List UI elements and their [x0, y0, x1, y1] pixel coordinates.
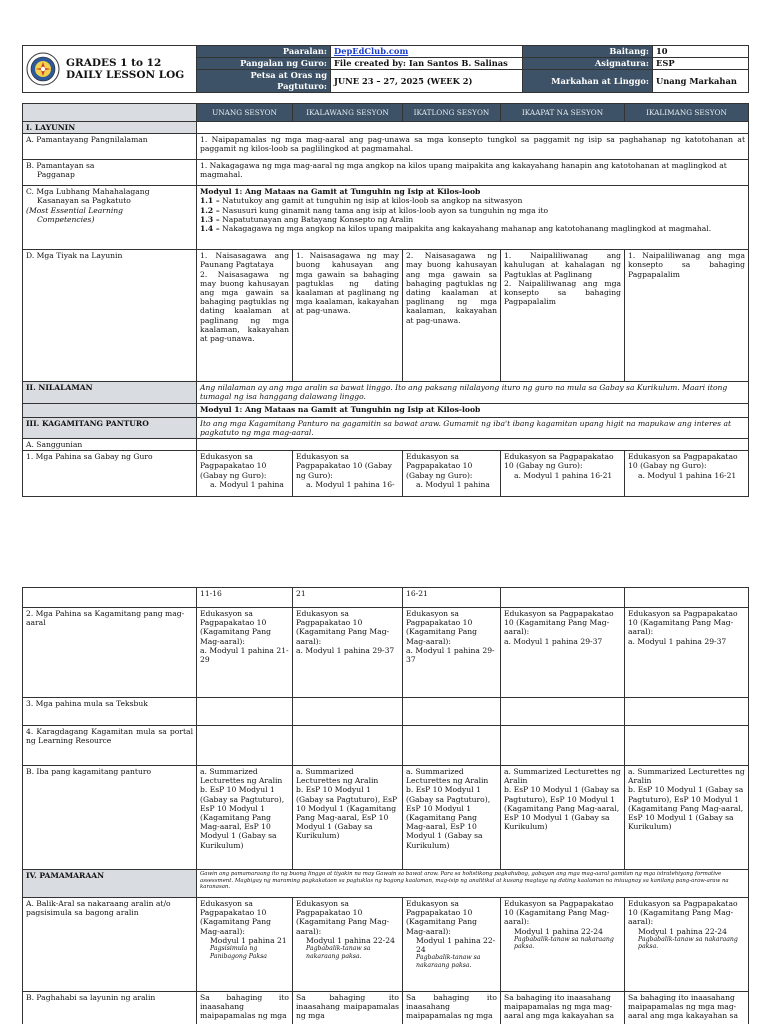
paghahabi-label: B. Paghahabi sa layunin ng aralin: [23, 992, 197, 1024]
baitang-label: Baitang:: [523, 46, 653, 58]
magaaral-session-4: Edukasyon sa Pagpapakatao 10 (Kagamitang Pang Mag-aaral): a. Modyul 1 pahina 29-37: [501, 608, 625, 698]
gabay-session-1: [197, 451, 293, 497]
nilalaman-heading: II. NILALAMAN: [23, 382, 197, 403]
title-line-1: GRADES 1 to 12: [66, 57, 162, 69]
balik-aral-session-1: [197, 898, 293, 992]
karagdagang-session-3: [403, 726, 501, 766]
pamantayan-sa-pagganap-label: [23, 160, 197, 186]
gabay-session-2-text: Edukasyon sa Pagpapakatao 10 (Gabay ng Guro):: [296, 452, 392, 480]
pamantayang-pangnilalaman-text: 1. Naipapamalas ng mga mag-aaral ang pag-unawa sa mga konsepto tungkol sa paggamit ng isip sa paghahanap ng katotohanan at paggamit ng kilos-loob sa paglilingkod at pagmamahal.: [197, 134, 749, 160]
melc-item: [200, 206, 745, 215]
balik-aral-label: A. Balik-Aral sa nakaraang aralin at/o pagsisimula sa bagong aralin: [23, 898, 197, 992]
karagdagang-session-4: [501, 726, 625, 766]
melc-label-line-3: (Most Essential Learning: [26, 205, 124, 215]
melc-item-number: 1.4 –: [200, 224, 220, 234]
tiyak-layunin-session-2: 1. Naisasagawa ng may buong kahusayan ang mga gawain sa bahaging pagtuklas ng dating kaalaman at paglinang ng mga kaalaman, kakayahan at pag-unawa.: [293, 250, 403, 382]
gabay-session-2-continued: 21: [293, 588, 403, 608]
gabay-session-1-text: Edukasyon sa Pagpapakatao 10 (Gabay ng Guro):: [200, 452, 267, 480]
sanggunian-label: A. Sanggunian: [23, 439, 197, 451]
paghahabi-session-2: Sa bahaging ito inaasahang maipapamalas ng mga: [293, 992, 403, 1024]
tiyak-na-layunin-label: D. Mga Tiyak na Layunin: [23, 250, 197, 382]
session-header-3: IKATLONG SESYON: [403, 104, 501, 122]
melc-item-text: Nakagagawa ng mga angkop na kilos upang maipakita ang kakayahang mahanap ang katotohanang maglingkod at magmahal.: [219, 224, 712, 234]
iba-session-2: a. Summarized Lecturettes ng Aralin b. EsP 10 Modyul 1 (Gabay sa Pagtuturo), EsP 10 Modyul 1 (Kagamitang Pang Mag-aaral, EsP 10 Modyul 1 (Gabay sa Kurikulum): [293, 766, 403, 870]
balik-aral-5-modyul: Modyul 1 pahina 22-24: [638, 926, 727, 936]
paghahabi-session-5: Sa bahaging ito inaasahang maipapamalas ng mga mag-aaral ang mga kakayahan sa: [625, 992, 749, 1024]
pamantayan-sa-pagganap-text: 1. Nakagagawa ng mga mag-aaral ng mga angkop na kilos upang maipakita ang kakayahang hanapin ang katotohanan at maglingkod at magmahal.: [197, 160, 749, 186]
layunin-heading: I. LAYUNIN: [23, 122, 197, 134]
lesson-log-table-1: [22, 103, 749, 497]
teksbuk-label: 3. Mga pahina mula sa Teksbuk: [23, 698, 197, 726]
magaaral-session-5: Edukasyon sa Pagpapakatao 10 (Kagamitang Pang Mag-aaral): a. Modyul 1 pahina 29-37: [625, 608, 749, 698]
magaaral-session-1: Edukasyon sa Pagpapakatao 10 (Kagamitang Pang Mag-aaral): a. Modyul 1 pahina 21-29: [197, 608, 293, 698]
iba-session-4: a. Summarized Lecturettes ng Aralin b. EsP 10 Modyul 1 (Gabay sa Pagtuturo), EsP 10 Modyul 1 (Kagamitang Pang Mag-aaral, EsP 10 Modyul 1 (Gabay sa Kurikulum): [501, 766, 625, 870]
gabay-session-1-continued: 11-16: [197, 588, 293, 608]
gabay-session-3-text: Edukasyon sa Pagpapakatao 10 (Gabay ng Guro):: [406, 452, 473, 480]
balik-aral-3-text: Edukasyon sa Pagpapakatao 10 (Kagamitang Pang Mag-aaral):: [406, 899, 477, 936]
balik-aral-2-note: Pagbabalik-tanaw sa nakaraang paksa.: [306, 945, 371, 960]
teksbuk-session-3: [403, 698, 501, 726]
melc-item-text: Napatutunayan ang Batayang Konsepto ng Aralin: [219, 214, 414, 224]
balik-aral-session-3: [403, 898, 501, 992]
gabay-session-4-continued: [501, 588, 625, 608]
balik-aral-4-modyul: Modyul 1 pahina 22-24: [514, 926, 603, 936]
melc-text: [197, 186, 749, 250]
gabay-session-2: [293, 451, 403, 497]
melc-item-number: 1.3 –: [200, 214, 220, 224]
balik-aral-session-4: [501, 898, 625, 992]
balik-aral-1-modyul: Modyul 1 pahina 21: [210, 935, 287, 945]
iba-session-5: a. Summarized Lecturettes ng Aralin b. EsP 10 Modyul 1 (Gabay sa Pagtuturo), EsP 10 Modyul 1 (Kagamitang Pang Mag-aaral, EsP 10 Modyul 1 (Gabay sa Kurikulum): [625, 766, 749, 870]
nilalaman-note: Ang nilalaman ay ang mga aralin sa bawat linggo. Ito ang paksang nilalayong ituro ng guro na mula sa Gabay sa Kurikulum. Maari itong tumagal ng isa hanggang dalawang linggo.: [197, 382, 749, 403]
session-header-5: IKALIMANG SESYON: [625, 104, 749, 122]
session-header-blank: [23, 104, 197, 122]
balik-aral-2-text: Edukasyon sa Pagpapakatao 10 (Kagamitang Pang Mag-aaral):: [296, 899, 390, 936]
karagdagang-session-5: [625, 726, 749, 766]
petsa-label: Petsa at Oras ng Pagtuturo:: [197, 70, 331, 93]
paghahabi-session-3: Sa bahaging ito inaasahang maipapamalas ng mga: [403, 992, 501, 1024]
gabay-session-3-modyul: a. Modyul 1 pahina: [416, 479, 490, 489]
magaaral-session-2: Edukasyon sa Pagpapakatao 10 (Kagamitang Pang Mag-aaral): a. Modyul 1 pahina 29-37: [293, 608, 403, 698]
page-1: [22, 45, 748, 497]
melc-item-number: 1.2 –: [200, 205, 220, 215]
gabay-session-5: [625, 451, 749, 497]
melc-item: [200, 215, 745, 224]
balik-aral-session-5: [625, 898, 749, 992]
karagdagang-kagamitan-label: 4. Karagdagang Kagamitan mula sa portal ng Learning Resource: [23, 726, 197, 766]
gabay-session-4-modyul: a. Modyul 1 pahina 16-21: [514, 470, 613, 480]
pamantayan-label-line-1: B. Pamantayan sa: [26, 161, 95, 171]
balik-aral-5-text: Edukasyon sa Pagpapakatao 10 (Kagamitang Pang Mag-aaral):: [628, 899, 738, 927]
melc-item: [200, 196, 745, 205]
pamantayang-pangnilalaman-label: A. Pamantayang Pangnilalaman: [23, 134, 197, 160]
balik-aral-3-note: Pagbabalik-tanaw sa nakaraang paksa.: [416, 954, 481, 969]
lesson-log-table-2: [22, 587, 749, 1024]
markahan-value: Unang Markahan: [653, 70, 749, 93]
asignatura-label: Asignatura:: [523, 58, 653, 70]
balik-aral-4-note: Pagbabalik-tanaw sa nakaraang paksa.: [514, 935, 614, 951]
baitang-value: 10: [653, 46, 749, 58]
balik-aral-5-note: Pagbabalik-tanaw sa nakaraang paksa.: [638, 935, 738, 951]
tiyak-layunin-session-5: 1. Naipaliliwanag ang mga konsepto sa bahaging Pagpapalalim: [625, 250, 749, 382]
melc-label-line-2: Kasanayan sa Pagkatuto: [37, 196, 131, 206]
nilalaman-title: Modyul 1: Ang Mataas na Gamit at Tunguhin ng Isip at Kilos-loob: [197, 403, 749, 417]
melc-item-text: Nasusuri kung ginamit nang tama ang isip at kilos-loob ayon sa tunguhin ng mga ito: [219, 205, 549, 215]
balik-aral-3-modyul: Modyul 1 pahina 22-24: [416, 935, 496, 955]
iba-session-1: a. Summarized Lecturettes ng Aralin b. EsP 10 Modyul 1 (Gabay sa Pagtuturo), EsP 10 Modyul 1 (Kagamitang Pang Mag-aaral, EsP 10 Modyul 1 (Gabay sa Kurikulum): [197, 766, 293, 870]
gabay-session-4: [501, 451, 625, 497]
paghahabi-session-1: Sa bahaging ito inaasahang maipapamalas ng mga: [197, 992, 293, 1024]
tiyak-layunin-session-1: 1. Naisasagawa ang Paunang Pagtataya 2. Naisasagawa ng may buong kahusayan ang mga gawain sa bahaging pagtuklas ng dating kaalaman at paglinang ng mga kaalaman, kakayahan at pag-unawa.: [197, 250, 293, 382]
header-title-cell: [23, 46, 197, 93]
karagdagang-session-1: [197, 726, 293, 766]
melc-list: [200, 196, 745, 233]
kagamitan-note: Ito ang mga Kagamitang Panturo na gagamitin sa bawat araw. Gumamit ng iba't ibang kagamitan upang higit na mapukaw ang interes at pagkatuto ng mga mag-aaral.: [197, 417, 749, 438]
melc-label-line-1: C. Mga Lubhang Mahahalagang: [26, 187, 150, 197]
paaralan-label: Paaralan:: [197, 46, 331, 58]
pamamaraan-heading: IV. PAMAMARAAN: [23, 870, 197, 898]
markahan-label: Markahan at Linggo:: [523, 70, 653, 93]
melc-item: [200, 224, 745, 233]
gabay-session-3-continued: 16-21: [403, 588, 501, 608]
sanggunian-blank: [197, 439, 749, 451]
iba-pang-kagamitan-label: B. Iba pang kagamitang panturo: [23, 766, 197, 870]
session-header-2: IKALAWANG SESYON: [293, 104, 403, 122]
continuation-blank: [23, 588, 197, 608]
gabay-session-5-text: Edukasyon sa Pagpapakatao 10 (Gabay ng Guro):: [628, 452, 738, 471]
gabay-session-1-modyul: a. Modyul 1 pahina: [210, 479, 284, 489]
layunin-blank: [197, 122, 749, 134]
kagamitan-heading: III. KAGAMITANG PANTURO: [23, 417, 197, 438]
pamantayan-label-line-2: Pagganap: [37, 170, 75, 180]
balik-aral-session-2: [293, 898, 403, 992]
melc-label-line-4: Competencies): [37, 214, 95, 224]
page-2: [22, 587, 748, 1024]
asignatura-value: ESP: [653, 58, 749, 70]
balik-aral-1-note: Pagsisimula ng Panibagong Paksa: [210, 945, 267, 960]
header-table: [22, 45, 749, 93]
balik-aral-2-modyul: Modyul 1 pahina 22-24: [306, 935, 395, 945]
gabay-session-4-text: Edukasyon sa Pagpapakatao 10 (Gabay ng Guro):: [504, 452, 614, 471]
paaralan-link[interactable]: DepEdClub.com: [334, 46, 409, 56]
session-header-1: UNANG SESYON: [197, 104, 293, 122]
paaralan-value[interactable]: [331, 46, 523, 58]
melc-item-number: 1.1 –: [200, 196, 220, 206]
gabay-session-5-modyul: a. Modyul 1 pahina 16-21: [638, 470, 737, 480]
teksbuk-session-2: [293, 698, 403, 726]
teksbuk-session-1: [197, 698, 293, 726]
melc-label: [23, 186, 197, 250]
deped-seal-icon: [26, 52, 60, 86]
title-line-2: DAILY LESSON LOG: [66, 69, 185, 81]
teksbuk-session-5: [625, 698, 749, 726]
tiyak-layunin-session-4: 1. Naipaliliwanag ang kahulugan at kahalagan ng Pagtuklas at Paglinang 2. Naipaliliwanag ang mga konsepto sa bahaging Pagpapalalim: [501, 250, 625, 382]
gabay-ng-guro-label: 1. Mga Pahina sa Gabay ng Guro: [23, 451, 197, 497]
petsa-value: JUNE 23 – 27, 2025 (WEEK 2): [331, 70, 523, 93]
melc-title: Modyul 1: Ang Mataas na Gamit at Tunguhin ng Isip at Kilos-loob: [200, 187, 481, 197]
melc-item-text: Natutukoy ang gamit at tunguhin ng isip at kilos-loob sa angkop na sitwasyon: [219, 196, 523, 206]
magaaral-session-3: Edukasyon sa Pagpapakatao 10 (Kagamitang Pang Mag-aaral): a. Modyul 1 pahina 29-37: [403, 608, 501, 698]
pamamaraan-note: Gawin ang pamamaraang ito ng buong linggo at tiyakin na may Gawain sa bawat araw. Para sa holistikong pagkahubog, gabayan ang mga mag-aaral gamitan ng mga istratehiyang formative assessment. Magbigay ng maraming pagkakataon sa pagtuklas ng bagong kaalaman, mag-isip ng analitikal at kusang magtaya ng dating kaalaman na iniuugnay sa kanilang pang-araw-araw na karanasan.: [197, 870, 749, 898]
tiyak-layunin-session-3: 2. Naisasagawa ng may buong kahusayan ang mga gawain sa bahaging pagtuklas ng dating kaalaman at paglinang ng mga kaalaman, kakayahan at pag-unawa.: [403, 250, 501, 382]
teksbuk-session-4: [501, 698, 625, 726]
karagdagang-session-2: [293, 726, 403, 766]
paghahabi-session-4: Sa bahaging ito inaasahang maipapamalas ng mga mag-aaral ang mga kakayahan sa: [501, 992, 625, 1024]
nilalaman-blank: [23, 403, 197, 417]
guro-value: File created by: Ian Santos B. Salinas: [331, 58, 523, 70]
guro-label: Pangalan ng Guro:: [197, 58, 331, 70]
kagamitang-pang-magaaral-label: 2. Mga Pahina sa Kagamitang pang mag-aaral: [23, 608, 197, 698]
gabay-session-5-continued: [625, 588, 749, 608]
balik-aral-4-text: Edukasyon sa Pagpapakatao 10 (Kagamitang Pang Mag-aaral):: [504, 899, 614, 927]
gabay-session-3: [403, 451, 501, 497]
iba-session-3: a. Summarized Lecturettes ng Aralin b. EsP 10 Modyul 1 (Gabay sa Pagtuturo), EsP 10 Modyul 1 (Kagamitang Pang Mag-aaral, EsP 10 Modyul 1 (Gabay sa Kurikulum): [403, 766, 501, 870]
balik-aral-1-text: Edukasyon sa Pagpapakatao 10 (Kagamitang Pang Mag-aaral):: [200, 899, 271, 936]
gabay-session-2-modyul: a. Modyul 1 pahina 16-: [306, 479, 395, 489]
session-header-4: IKAAPAT NA SESYON: [501, 104, 625, 122]
